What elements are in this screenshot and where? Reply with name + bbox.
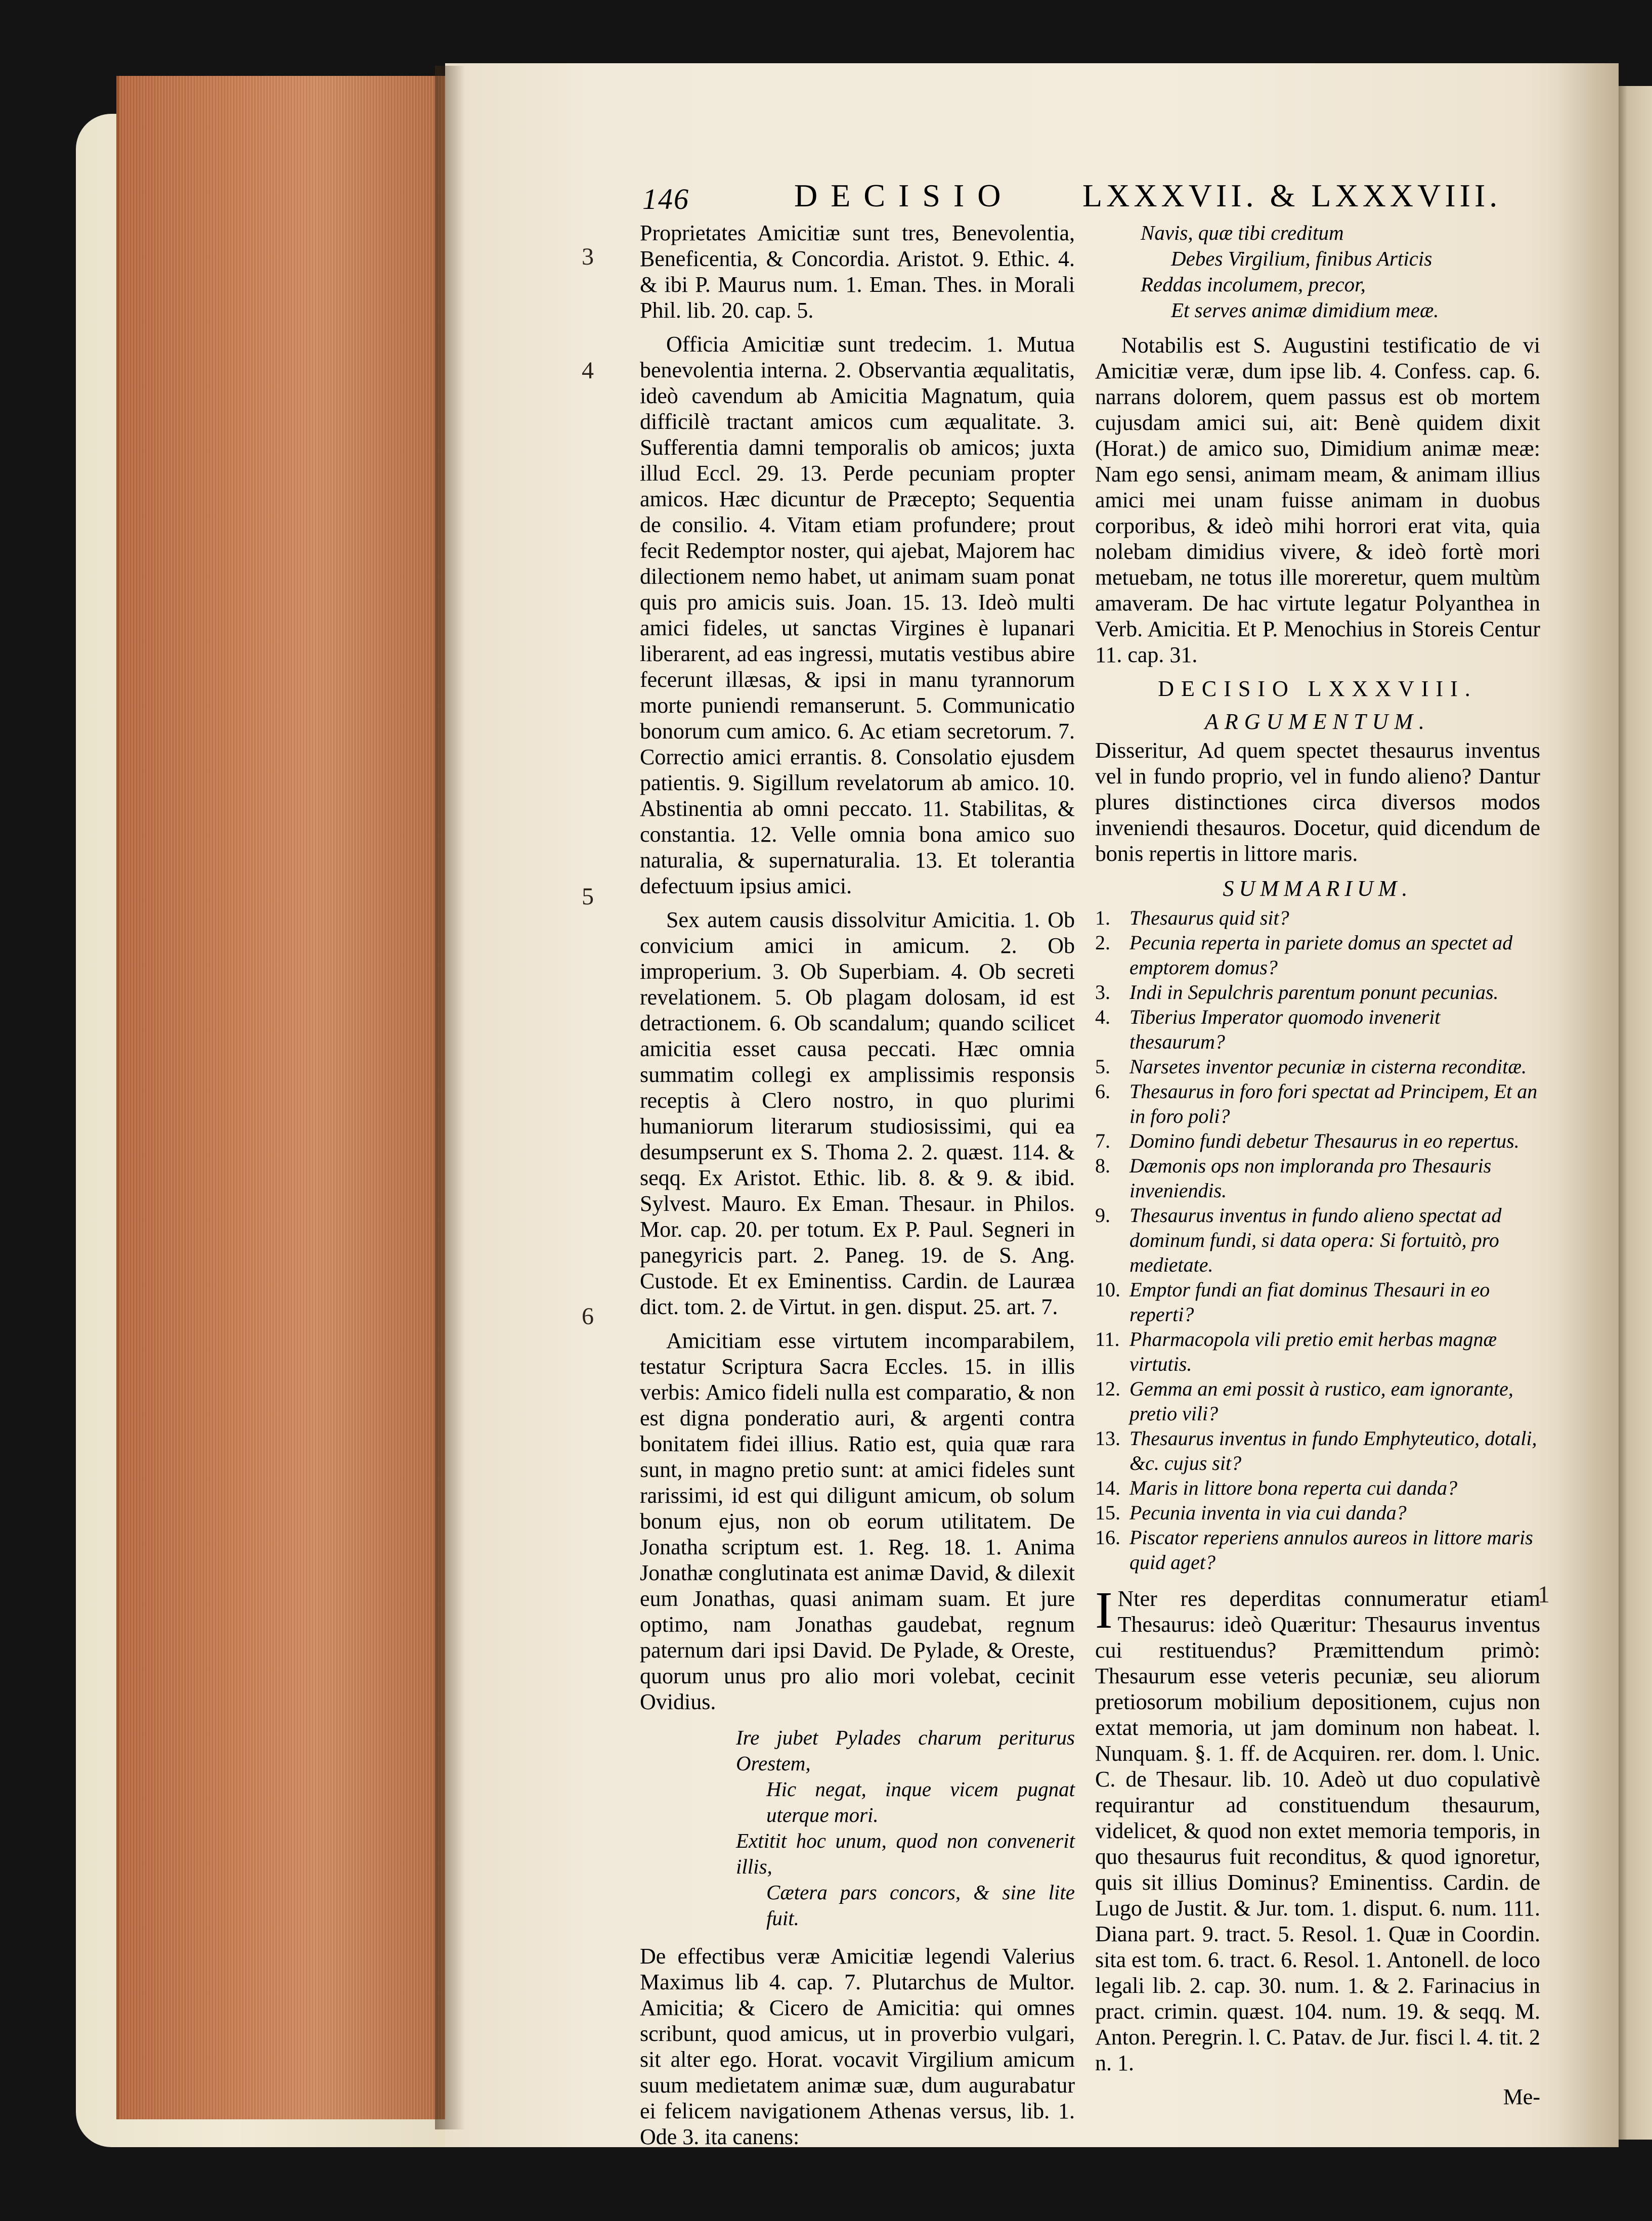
summarium-text: Indi in Sepulchris parentum ponunt pecunias. — [1129, 981, 1499, 1004]
margin-number: 3 — [582, 243, 594, 270]
paragraph: Proprietates Amicitiæ sunt tres, Benevolentia, Beneficentia, & Concordia. Aristot. 9. Ethic. 4. & ibi P. Maurus num. 1. Eman. Thes. in Morali Phil. lib. 20. cap. 5. — [640, 221, 1075, 323]
verse-line: Reddas incolumem, precor, — [1141, 273, 1366, 296]
summarium-number: 8. — [1095, 1154, 1110, 1177]
opening-paragraph — [1095, 1581, 1540, 2076]
summarium-text: Maris in littore bona reperta cui danda? — [1129, 1476, 1458, 1499]
summarium-item — [1095, 1005, 1540, 1054]
summarium-text: Piscator reperiens annulos aureos in littore maris quid aget? — [1129, 1526, 1533, 1574]
summarium-number: 7. — [1095, 1129, 1110, 1152]
argumentum-text: Disseritur, Ad quem spectet thesaurus inventus vel in fundo proprio, vel in fundo alieno? Dantur plures distinctiones circa diversos modos inveniendi thesauros. Docetur, quid dicendum de bonis repertis in littore maris. — [1095, 738, 1540, 866]
paragraph-text: Nter res deperditas connumeratur etiam Thesaurus: ideò Quæritur: Thesaurus inventus cui restituendus? Præmittendum primò: Thesaurum esse veteris pecuniæ, seu aliorum pretiosorum mobilium depositionem, cujus non extat memoria, ut jam dominum non habeat. l. Nunquam. §. 1. ff. de Acquiren. rer. dom. l. Unic. C. de Thesaur. lib. 10. Adeò ut duo copulativè requirantur ad constituendum thesaurum, videlicet, & quod non extet memoria temporis, in quo thesaurus fuit reconditus, & quod ignoretur, quis sit illius Dominus? Eminentiss. Cardin. de Lugo de Justit. & Jur. tom. 1. disput. 6. num. 111. Diana part. 9. tract. 5. Resol. 1. Quæ in Coordin. sita est tom. 6. tract. 6. Resol. 1. Antonell. de loco legali lib. 2. cap. 30. num. 1. & 2. Farinacius in pract. crimin. quæst. 104. num. 19. & seqq. M. Anton. Peregrin. l. C. Patav. de Jur. fisci l. 4. tit. 2 n. 1. — [1095, 1586, 1540, 2075]
verse-line: Cætera pars concors, & sine lite fuit. — [766, 1881, 1075, 1930]
horace-verse — [1141, 220, 1540, 323]
left-column — [640, 220, 1075, 2158]
summarium-item — [1095, 1475, 1540, 1500]
paragraph: De effectibus veræ Amicitiæ legendi Valerius Maximus lib 4. cap. 7. Plutarchus de Multor. Amicitia; & Cicero de Amicitia: qui omnes scribunt, quod amicus, ut in proverbio vulgari, sit alter ego. Horat. vocavit Virgilium amicum suum medietatem animæ suæ, dum augurabatur ei felicem navigationem Athenas versus, lib. 1. Ode 3. ita canens: — [640, 1944, 1075, 2149]
summarium-text: Thesaurus inventus in fundo Emphyteutico, dotali, &c. cujus sit? — [1129, 1427, 1537, 1474]
verse-line: Debes Virgilium, finibus Articis — [1171, 247, 1432, 270]
summarium-number: 13. — [1095, 1427, 1120, 1450]
summarium-heading: SUMMARIUM. — [1223, 876, 1413, 901]
summarium-text: Thesaurus quid sit? — [1129, 906, 1289, 929]
summarium-item — [1095, 1277, 1540, 1327]
summarium-number: 4. — [1095, 1006, 1110, 1028]
page-number: 146 — [642, 183, 689, 215]
margin-number: 6 — [582, 1303, 594, 1330]
summarium-number: 12. — [1095, 1377, 1120, 1400]
summarium-number: 1. — [1095, 906, 1110, 929]
summarium-item — [1095, 905, 1540, 930]
summarium-item — [1095, 1203, 1540, 1277]
verse-line: Hic negat, inque vicem pugnat uterque mori. — [766, 1777, 1075, 1826]
summarium-item — [1095, 1054, 1540, 1079]
summarium-number: 10. — [1095, 1278, 1120, 1301]
summarium-item — [1095, 930, 1540, 980]
decision-numbers: LXXXVII. & LXXXVIII. — [1082, 178, 1502, 213]
summarium-number: 5. — [1095, 1055, 1110, 1078]
summarium-text: Emptor fundi an fiat dominus Thesauri in eo reperti? — [1129, 1278, 1490, 1326]
summarium-text: Thesaurus in foro fori spectat ad Principem, Et an in foro poli? — [1129, 1080, 1538, 1127]
paragraph: Amicitiam esse virtutem incomparabilem, testatur Scriptura Sacra Eccles. 15. in illis verbis: Amico fideli nulla est comparatio, & non est digna ponderatio auri, & argenti contra bonitatem fidei illius. Ratio est, quia quæ rara sunt, in magno pretio sunt: at amici fideles sunt rarissimi, id est qui diligunt amicum, ob solum bonum ejus, non ob eorum utilitatem. De Jonatha scriptum est. 1. Reg. 18. 1. Anima Jonathæ conglutinata est animæ David, & dilexit eum Jonathas, quasi animam suam. Et jure optimo, nam Jonathas gaudebat, regnum paternum dari ipsi David. De Pylade, & Oreste, quorum unus pro alio mori volebat, cecinit Ovidius. — [640, 1328, 1075, 1714]
verse-line: Navis, quæ tibi creditum — [1141, 221, 1344, 244]
summarium-number: 16. — [1095, 1526, 1120, 1549]
decision-heading: DECISIO LXXXVIII. — [1158, 676, 1477, 701]
summarium-number: 9. — [1095, 1204, 1110, 1227]
summarium-text: Narsetes inventor pecuniæ in cisterna reconditæ. — [1129, 1055, 1527, 1078]
summarium-item — [1095, 1500, 1540, 1525]
summarium-text: Gemma an emi possit à rustico, eam ignorante, pretio vili? — [1129, 1377, 1513, 1425]
margin-number: 4 — [582, 357, 594, 384]
margin-number: 5 — [582, 883, 594, 910]
summarium-number: 15. — [1095, 1501, 1120, 1524]
margin-number: 1 — [1538, 1581, 1550, 1608]
summarium-number: 11. — [1095, 1328, 1120, 1351]
drop-cap: I — [1095, 1581, 1113, 1639]
summarium-item — [1095, 980, 1540, 1005]
right-column — [1095, 220, 1540, 2110]
summarium-text: Pharmacopola vili pretio emit herbas magnæ virtutis. — [1129, 1328, 1497, 1375]
summarium-text: Pecunia inventa in via cui danda? — [1129, 1501, 1407, 1524]
paragraph: Officia Amicitiæ sunt tredecim. 1. Mutua benevolentia interna. 2. Observantia æqualitatis, ideò cavendum ab Amicitia Magnatum, quia difficilè tractant amicos cum æqualitate. 3. Sufferentia damni temporalis ob amicos; juxta illud Eccl. 29. 13. Perde pecuniam propter amicos. Hæc dicuntur de Præcepto; Sequentia de consilio. 4. Vitam etiam profundere; prout fecit Redemptor noster, qui ajebat, Majorem hac dilectionem nemo habet, ut animam suam ponat quis pro amicis suis. Joan. 15. 13. Ideò multi amici fideles, ut sanctas Virgines è lupanari liberarent, ad eas ingressi, mutatis vestibus abire fecerunt illæsas, & ipsi in manu tyrannorum morte puniendi remanserunt. 5. Communicatio bonorum cum amico. 6. Ac etiam secretorum. 7. Correctio amici errantis. 8. Consolatio ejusdem patientis. 9. Sigillum revelatorum ab amico. 10. Abstinentia ab omni peccato. 11. Stabilitas, & constantia. 12. Velle omnia bona amico suo naturalia, & supernaturalia. 13. Et tolerantia defectuum ipsius amici. — [640, 332, 1075, 898]
verse-line: Ire jubet Pylades charum periturus Orestem, — [736, 1726, 1075, 1775]
summarium-item — [1095, 1426, 1540, 1475]
ovid-verse — [736, 1725, 1075, 1931]
summarium-item — [1095, 1525, 1540, 1575]
paragraph: Sex autem causis dissolvitur Amicitia. 1. Ob convicium amici in amicum. 2. Ob improperium. 3. Ob Superbiam. 4. Ob secreti revelationem. 5. Ob plagam dolosam, id est detractionem. 6. Ob scandalum; quando scilicet amicitia esset causa peccati. Hæc omnia summatim collegi ex amplissimis responsis receptis à Clero nostro, in quo plurimi humaniorum literarum studiosissimi, qui ea desumpserunt ex S. Thoma 2. 2. quæst. 114. & seqq. Ex Aristot. Ethic. lib. 8. & 9. & ibid. Sylvest. Mauro. Ex Eman. Thesaur. in Philos. Mor. cap. 20. per totum. Ex P. Paul. Segneri in panegyricis part. 2. Paneg. 19. de S. Ang. Custode. Et ex Eminentiss. Cardin. de Lauræa dict. tom. 2. de Virtut. in gen. disput. 25. art. 7. — [640, 907, 1075, 1319]
summarium-number: 14. — [1095, 1476, 1120, 1499]
gutter-shadow — [435, 66, 465, 2129]
summarium-text: Pecunia reperta in pariete domus an spectet ad emptorem domus? — [1129, 931, 1513, 979]
page-fore-edge — [116, 76, 448, 2119]
summarium-item — [1095, 1153, 1540, 1203]
verse-line: Extitit hoc unum, quod non convenerit illis, — [736, 1829, 1075, 1878]
paragraph: Notabilis est S. Augustini testificatio de vi Amicitiæ veræ, dum ipse lib. 4. Confess. cap. 6. narrans dolorem, quem passus est ob mortem cujusdam amici sui, ait: Benè quidem dixit (Horat.) de amico suo, Dimidium animæ meæ: Nam ego sensi, animam meam, & animam illius amici mei unam fuisse animam in duobus corporibus, & ideò mihi horrori erat vita, quia nolebam dimidius vivere, & ideò fortè mori metuebam, ne totus ille moreretur, quem multùm amaveram. De hac virtute legatur Polyanthea in Verb. Amicitia. Et P. Menochius in Storeis Centur 11. cap. 31. — [1095, 333, 1540, 667]
verse-line: Et serves animæ dimidium meæ. — [1171, 298, 1439, 322]
summarium-text: Domino fundi debetur Thesaurus in eo repertus. — [1129, 1129, 1519, 1152]
summarium-number: 6. — [1095, 1080, 1110, 1103]
summarium-text: Thesaurus inventus in fundo alieno spectat ad dominum fundi, si data opera: Si fortuitò, pro medietate. — [1129, 1204, 1502, 1276]
summarium-text: Dæmonis ops non imploranda pro Thesauris inveniendis. — [1129, 1154, 1492, 1202]
catchword: Me- — [1503, 2084, 1540, 2109]
summarium-text: Tiberius Imperator quomodo invenerit thesaurum? — [1129, 1006, 1441, 1053]
argumentum-heading: ARGUMENTUM. — [1204, 709, 1431, 734]
running-title: DECISIO — [794, 178, 1014, 213]
summarium-item — [1095, 1376, 1540, 1426]
summarium-number: 3. — [1095, 981, 1110, 1004]
summarium-item — [1095, 1079, 1540, 1128]
summarium-item — [1095, 1128, 1540, 1153]
summarium-item — [1095, 1327, 1540, 1376]
summarium-number: 2. — [1095, 931, 1110, 954]
summarium-list — [1095, 905, 1540, 1575]
